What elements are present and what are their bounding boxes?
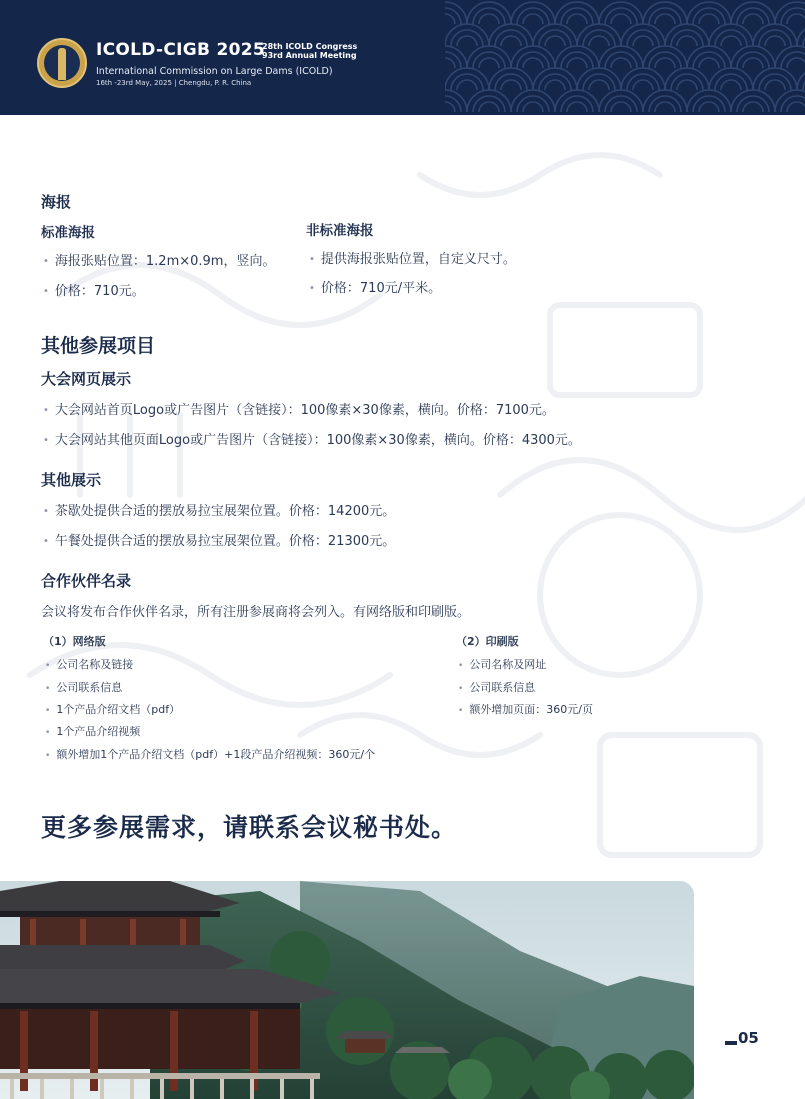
congress-line-1: 28th ICOLD Congress xyxy=(262,42,358,51)
print-version-item: • 额外增加页面：360元/页 xyxy=(458,701,593,717)
print-version-item: • 公司名称及网址 xyxy=(458,656,546,672)
page-number: 05 xyxy=(738,1029,759,1047)
online-version-heading: （1）网络版 xyxy=(43,635,106,648)
online-version-item: • 公司名称及链接 xyxy=(45,656,133,672)
contact-secretariat-heading: 更多参展需求，请联系会议秘书处。 xyxy=(41,813,458,842)
landscape-illustration-icon xyxy=(0,881,694,1099)
congress-title: ICOLD-CIGB 2025 xyxy=(96,40,266,60)
nonstandard-poster-item: • 提供海报张贴位置，自定义尺寸。 xyxy=(309,248,516,267)
print-version-heading: （2）印刷版 xyxy=(456,635,519,648)
print-version-item: • 公司联系信息 xyxy=(458,679,535,695)
congress-line-2: 93rd Annual Meeting xyxy=(262,51,357,60)
congress-seal-logo xyxy=(37,38,87,88)
partner-directory-heading: 合作伙伴名录 xyxy=(41,572,132,590)
online-version-item: • 1个产品介绍文档（pdf） xyxy=(45,701,180,717)
other-display-heading: 其他展示 xyxy=(41,471,102,489)
standard-poster-item: • 海报张贴位置：1.2m×0.9m，竖向。 xyxy=(43,250,275,269)
other-display-item: • 茶歇处提供合适的摆放易拉宝展架位置。价格：14200元。 xyxy=(43,500,395,519)
web-display-item: • 大会网站其他页面Logo或广告图片（含链接）：100像素×30像素，横向。价格：4300元。 xyxy=(43,429,581,448)
online-version-item: • 额外增加1个产品介绍文档（pdf）+1段产品介绍视频：360元/个 xyxy=(45,746,375,762)
standard-poster-item: • 价格：710元。 xyxy=(43,280,145,299)
online-version-item: • 1个产品介绍视频 xyxy=(45,723,140,739)
pavilion-landscape-photo xyxy=(0,881,694,1099)
nonstandard-poster-heading: 非标准海报 xyxy=(306,223,374,239)
poster-heading: 海报 xyxy=(41,193,72,211)
wave-pattern-icon xyxy=(445,0,805,115)
standard-poster-heading: 标准海报 xyxy=(41,225,95,241)
online-version-item: • 公司联系信息 xyxy=(45,679,122,695)
congress-dates: 16th -23rd May, 2025 | Chengdu, P. R. China xyxy=(96,79,252,87)
congress-edition xyxy=(262,42,357,60)
partner-directory-description: 会议将发布合作伙伴名录，所有注册参展商将会列入。有网络版和印刷版。 xyxy=(41,605,471,620)
web-display-heading: 大会网页展示 xyxy=(41,370,132,388)
other-items-heading: 其他参展项目 xyxy=(41,335,156,357)
web-display-item: • 大会网站首页Logo或广告图片（含链接）：100像素×30像素，横向。价格：7100元。 xyxy=(43,399,555,418)
other-display-item: • 午餐处提供合适的摆放易拉宝展架位置。价格：21300元。 xyxy=(43,530,395,549)
page-number-bar xyxy=(725,1041,737,1045)
nonstandard-poster-item: • 价格：710元/平米。 xyxy=(309,277,441,296)
header-banner xyxy=(0,0,805,115)
commission-name: International Commission on Large Dams (ICOLD) xyxy=(96,66,333,77)
